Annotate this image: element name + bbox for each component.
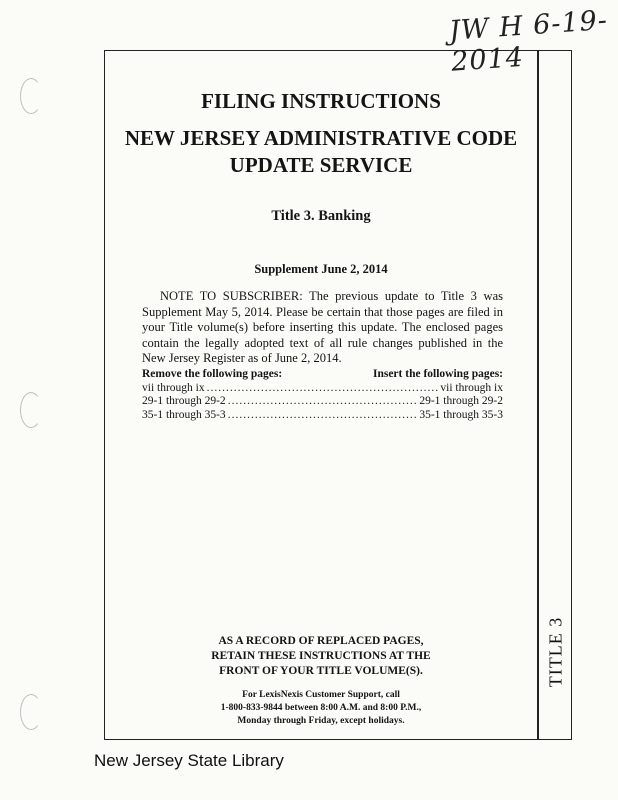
insert-pages: 29-1 through 29-2	[419, 395, 503, 407]
remove-pages: vii through ix	[142, 381, 205, 394]
support-line-2: 1-800-833-9844 between 8:00 A.M. and 8:00 P.M.,	[220, 703, 422, 713]
table-row	[142, 395, 503, 409]
record-line-3: FRONT OF YOUR TITLE VOLUME(S).	[219, 665, 423, 677]
leader-dots	[228, 409, 418, 423]
supplement-date: Supplement June 2, 2014	[254, 262, 388, 276]
record-instructions	[104, 634, 538, 679]
title-name: Title 3. Banking	[271, 208, 371, 224]
subtitle-line-2: UPDATE SERVICE	[229, 153, 413, 177]
record-line-2: RETAIN THESE INSTRUCTIONS AT THE	[211, 650, 431, 662]
library-stamp: New Jersey State Library	[94, 751, 284, 770]
punch-hole-middle	[20, 392, 42, 428]
pages-table	[142, 368, 503, 422]
remove-pages: 29-1 through 29-2	[142, 395, 226, 407]
note-to-subscriber: NOTE TO SUBSCRIBER: The previous update to Title 3 was Supplement May 5, 2014. Please be certain that those pages are filed in your Title volume(s) before inserting this update. The enclosed pages contain the legally adopted text of all rule changes published in the New Jersey Register as of June 2, 2014.	[142, 289, 503, 365]
leader-dots	[207, 382, 439, 396]
pages-table-header	[142, 368, 503, 382]
remove-pages: 35-1 through 35-3	[142, 408, 226, 421]
remove-header: Remove the following pages:	[142, 368, 283, 380]
document-subtitle	[104, 125, 538, 179]
insert-header: Insert the following pages:	[372, 368, 503, 380]
support-line-3: Monday through Friday, except holidays.	[237, 716, 405, 726]
punch-hole-top	[20, 78, 42, 114]
table-row	[142, 382, 503, 396]
insert-pages: vii through ix	[440, 381, 503, 394]
subtitle-line-1: NEW JERSEY ADMINISTRATIVE CODE	[124, 126, 518, 150]
insert-pages: 35-1 through 35-3	[419, 408, 503, 421]
handwritten-note: JW H 6-19-2014	[448, 4, 609, 78]
table-row	[142, 409, 503, 423]
punch-hole-bottom	[20, 694, 42, 730]
record-line-1: AS A RECORD OF REPLACED PAGES,	[218, 635, 424, 647]
customer-support	[104, 689, 538, 728]
support-line-1: For LexisNexis Customer Support, call	[242, 690, 400, 700]
leader-dots	[228, 395, 418, 409]
title-tab-label: TITLE 3	[545, 616, 566, 688]
filing-instructions-title: FILING INSTRUCTIONS	[201, 89, 441, 113]
